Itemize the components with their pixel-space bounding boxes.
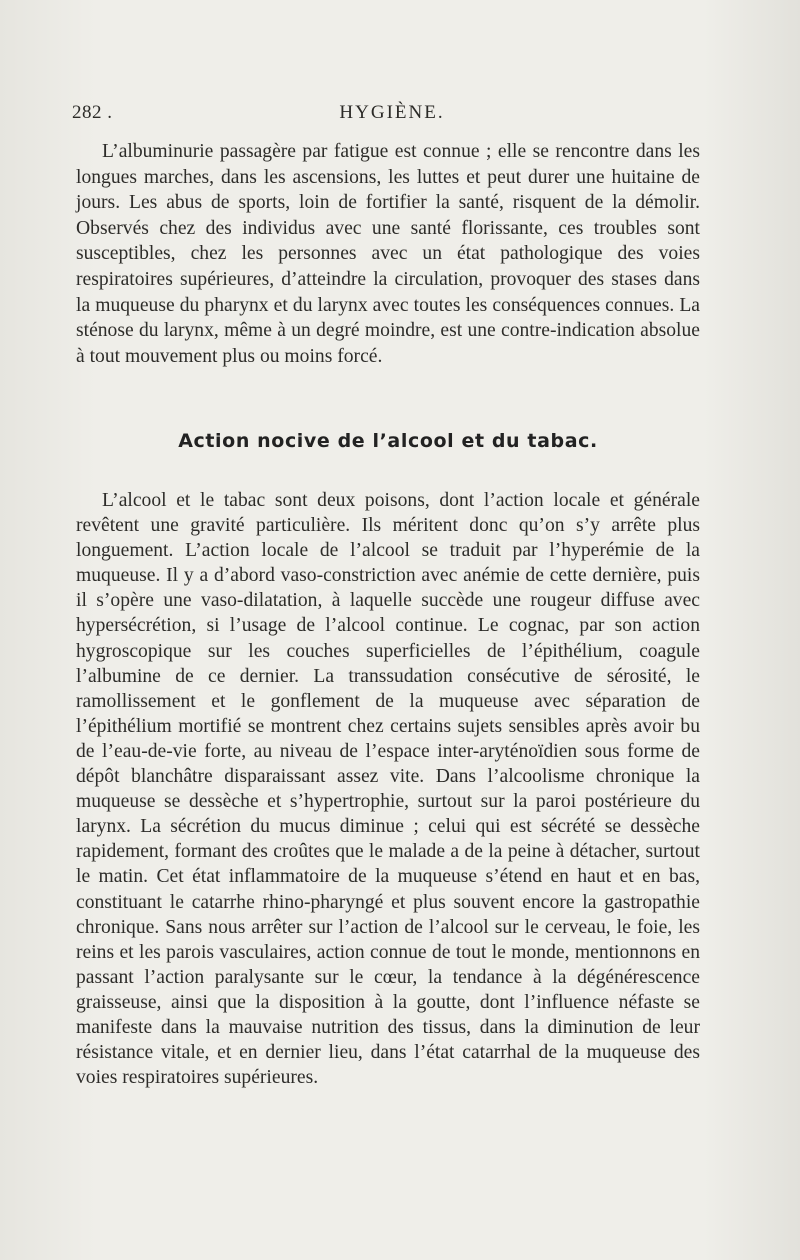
paragraph-albuminuria: L’albuminurie passagère par fatigue est connue ; elle se rencontre dans les longues marches, dans les ascensions, les luttes et peut durer une huitaine de jours. Les abus de sports, loin de fortifier la santé, risquent de la démolir. Observés chez des individus avec une santé florissante, ces troubles sont susceptibles, chez les personnes avec un état pathologique des voies respiratoires supérieures, d’atteindre la circulation, provoquer des stases dans la muqueuse du pharynx et du larynx avec toutes les conséquences connues. La sténose du larynx, même à un degré moindre, est une contre-indication absolue à tout mouvement plus ou moins forcé. bbox=[76, 141, 700, 367]
section-heading: Action nocive de l’alcool et du tabac. bbox=[178, 430, 598, 452]
running-title: HYGIÈNE. bbox=[339, 102, 445, 123]
page-number: 282 . bbox=[72, 102, 113, 123]
paragraph-alcohol-tobacco: L’alcool et le tabac sont deux poisons, dont l’action locale et générale revêtent une gravité particulière. Ils méritent donc qu’on s’y arrête plus longuement. L’action locale de l’alcool se traduit par l’hyperémie de la muqueuse. Il y a d’abord vaso-constriction avec anémie de cette dernière, puis il s’opère une vaso-dilatation, à laquelle succède une rougeur diffuse avec hypersécrétion, si l’usage de l’alcool continue. Le cognac, par son action hygroscopique sur les couches superficielles de l’épithélium, coagule l’albumine de ce dernier. La transsudation consécutive de sérosité, le ramollissement et le gonflement de la muqueuse avec séparation de l’épithélium mortifié se montrent chez certains sujets sensibles après avoir bu de l’eau-de-vie forte, au niveau de l’espace inter-aryténoïdien sous forme de dépôt blanchâtre disparaissant assez vite. Dans l’alcoolisme chronique la muqueuse se dessèche et s’hypertrophie, surtout sur la paroi postérieure du larynx. La sécrétion du mucus diminue ; celui qui est sécrété se dessèche rapidement, formant des croûtes que le malade a de la peine à détacher, surtout le matin. Cet état inflammatoire de la muqueuse s’étend en haut et en bas, constituant le catarrhe rhino-pharyngé et plus souvent encore la gastropathie chronique. Sans nous arrêter sur l’action de l’alcool sur le cerveau, le foie, les reins et les parois vasculaires, action connue de tout le monde, mentionnons en passant l’action paralysante sur le cœur, la tendance à la dégénérescence graisseuse, ainsi que la disposition à la goutte, dont l’influence néfaste se manifeste dans la mauvaise nutrition des tissus, dans la diminution de leur résistance vitale, et en dernier lieu, dans l’état catarrhal de la muqueuse des voies respiratoires supérieures. bbox=[76, 490, 700, 1089]
page-header bbox=[72, 102, 712, 126]
